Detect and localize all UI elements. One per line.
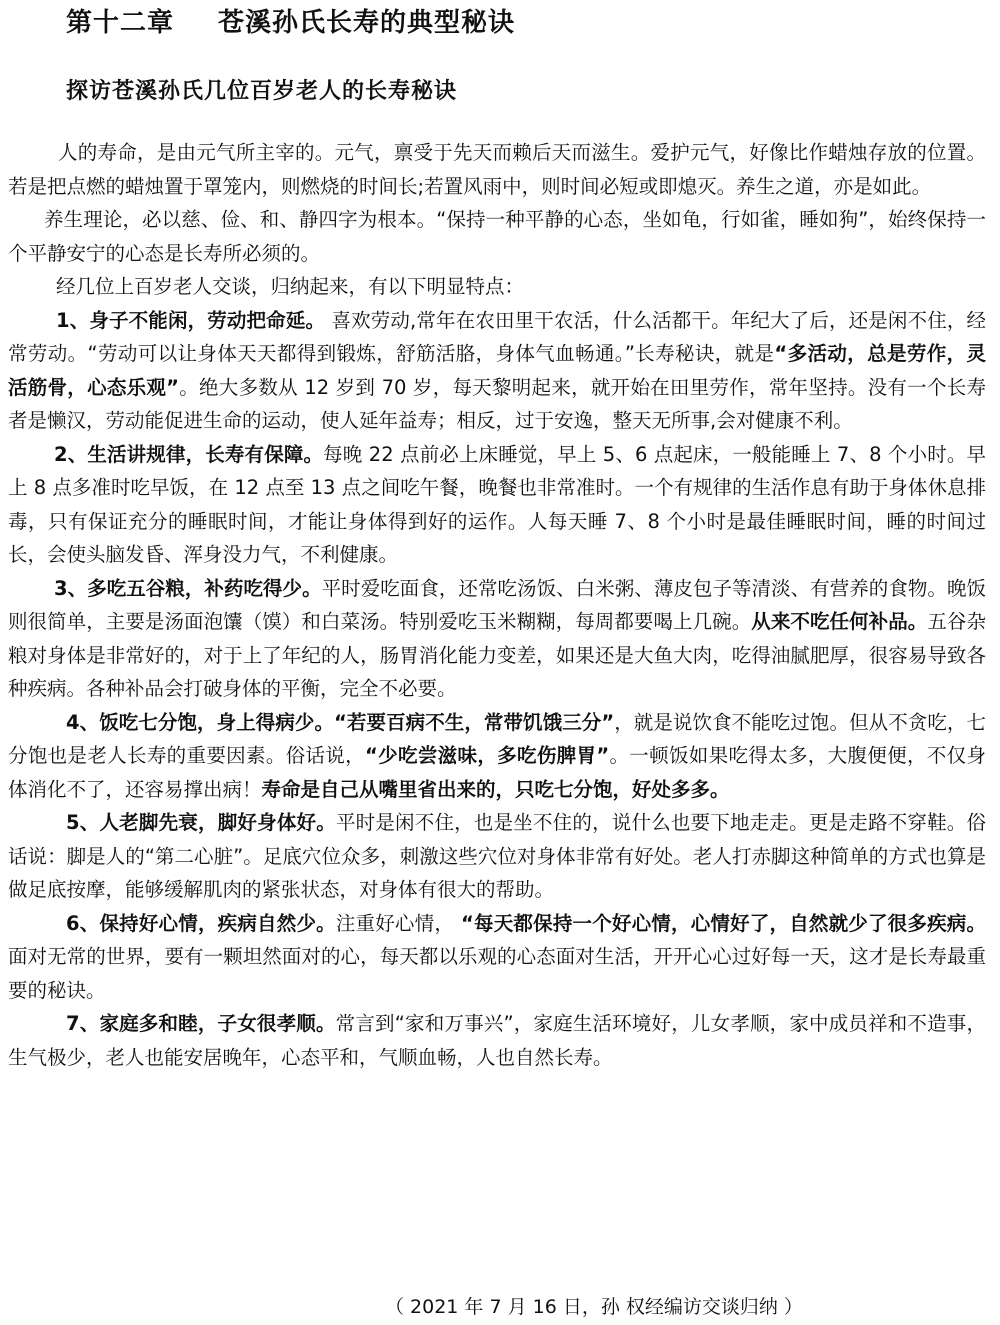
item-heading: 3、多吃五谷粮，补药吃得少。 — [54, 576, 322, 600]
section-title: 探访苍溪孙氏几位百岁老人的长寿秘诀 — [66, 79, 458, 104]
item-heading: 5、人老脚先衰，脚好身体好。 — [66, 811, 336, 834]
item-text: 五谷杂粮对身体是非常好的，对于上了年纪的人，肠胃消化能力变差，如果还是大鱼大肉，吃得油腻肥厚，很容易导致各种疾病。各种补品会打破身体的平衡，完全不必要。 — [8, 610, 986, 700]
item-heading: 6、保持好心情，疾病自然少。 — [66, 911, 336, 935]
item-text: 面对无常的世界，要有一颗坦然面对的心，每天都以乐观的心态面对生活，开开心心过好每一天，这才是长寿最重要的秘诀。 — [8, 945, 986, 1002]
item-text: 。一顿饭如果吃得太多，大腹便便，不仅身体消化不了，还容易撑出病！ — [8, 744, 986, 801]
summary-paragraph: 经几位上百岁老人交谈，归纳起来，有以下明显特点： — [56, 275, 525, 298]
secret-item-7 — [8, 1007, 986, 1074]
item-text: 平时是闲不住，也是坐不住的，说什么也要下地走走。更是走路不穿鞋。俗话说：脚是人的“第二心脏”。足底穴位众多，刺激这些穴位对身体非常有好处。老人打赤脚这种简单的方式也算是做足底按摩，能够缓解肌肉的紧张状态，对身体有很大的帮助。 — [8, 811, 986, 901]
theory-paragraph: 养生理论，必以慈、俭、和、静四字为根本。“保持一种平静的心态，坐如龟，行如雀，睡如狗”，始终保持一个平静安宁的心态是长寿所必须的。 — [8, 208, 986, 265]
chapter-heading — [66, 2, 515, 39]
item-heading: 1、身子不能闲，劳动把命延。 — [56, 308, 326, 332]
secret-item-4 — [8, 706, 986, 807]
item-text: 注重好心情， — [335, 911, 455, 935]
item-quote: “若要百病不生，常带饥饿三分” — [334, 710, 615, 734]
item-heading: 4、饭吃七分饱，身上得病少。 — [66, 710, 335, 734]
item-text: 平时爱吃面食，还常吃汤饭、白米粥、薄皮包子等清淡、有营养的食物。晚饭则很简单，主要是汤面泡馕（馍）和白菜汤。特别爱吃玉米糊糊，每周都要喝上几碗。 — [8, 576, 986, 633]
footer-note: （ 2021 年 7 月 16 日，孙 权经编访交谈归纳 ） — [385, 1296, 803, 1318]
secret-item-3 — [8, 572, 986, 706]
secret-item-2 — [8, 438, 986, 572]
article-body — [8, 136, 986, 1074]
item-quote: “少吃尝滋味，多吃伤脾胃” — [365, 744, 610, 767]
secret-item-5 — [8, 806, 986, 907]
item-text: 每晚 22 点前必上床睡觉，早上 5、6 点起床，一般能睡上 7、8 个小时。早上 8 点多准时吃早饭，在 12 点至 13 点之间吃午餐，晚餐也非常准时。一个有规律的生活作息有助于身体休息排毒，只有保证充分的睡眠时间，才能让身体得到好的运作。人每天睡 7、8 个小时是最佳睡眠时间，睡的时间过长，会使头脑发昏、浑身没力气，不利健康。 — [8, 442, 986, 566]
chapter-title: 苍溪孙氏长寿的典型秘诀 — [218, 8, 516, 38]
item-text: 常言到“家和万事兴”，家庭生活环境好，儿女孝顺，家中成员祥和不造事，生气极少，老人也能安居晚年，心态平和，气顺血畅，人也自然长寿。 — [8, 1012, 986, 1069]
item-heading: 7、家庭多和睦，子女很孝顺。 — [66, 1012, 336, 1035]
item-text: 喜欢劳动,常年在农田里干农活，什么活都干。年纪大了后，还是闲不住，经常劳动。“劳动可以让身体天天都得到锻炼，舒筋活胳，身体气血畅通。”长寿秘诀，就是 — [8, 308, 986, 365]
item-quote: “每天都保持一个好心情，心情好了，自然就少了很多疾病。 — [454, 911, 986, 935]
item-bold-text: 寿命是自己从嘴里省出来的，只吃七分饱，好处多多。 — [261, 777, 730, 801]
intro-paragraph: 人的寿命，是由元气所主宰的。元气，禀受于先天而赖后天而滋生。爱护元气，好像比作蜡烛存放的位置。若是把点燃的蜡烛置于罩笼内，则燃烧的时间长;若置风雨中，则时间必短或即熄灭。养生之道，亦是如此。 — [8, 141, 986, 198]
item-heading: 2、生活讲规律，长寿有保障。 — [54, 442, 324, 466]
item-text: ，就是说饮食不能吃过饱。但从不贪吃，七分饱也是老人长寿的重要因素。俗话说， — [8, 710, 986, 767]
chapter-number: 第十二章 — [66, 8, 175, 38]
secret-item-1 — [8, 304, 986, 438]
secret-item-6 — [8, 907, 986, 1008]
item-text: 。绝大多数从 12 岁到 70 岁，每天黎明起来，就开始在田里劳作，常年坚持。没有一个长寿者是懒汉，劳动能促进生命的运动，使人延年益寿；相反，过于安逸，整天无所事,会对健康不利。 — [8, 375, 986, 432]
item-quote: “多活动，总是劳作，灵活筋骨，心态乐观” — [8, 342, 986, 399]
item-bold-text: 从来不吃任何补品。 — [751, 610, 928, 633]
